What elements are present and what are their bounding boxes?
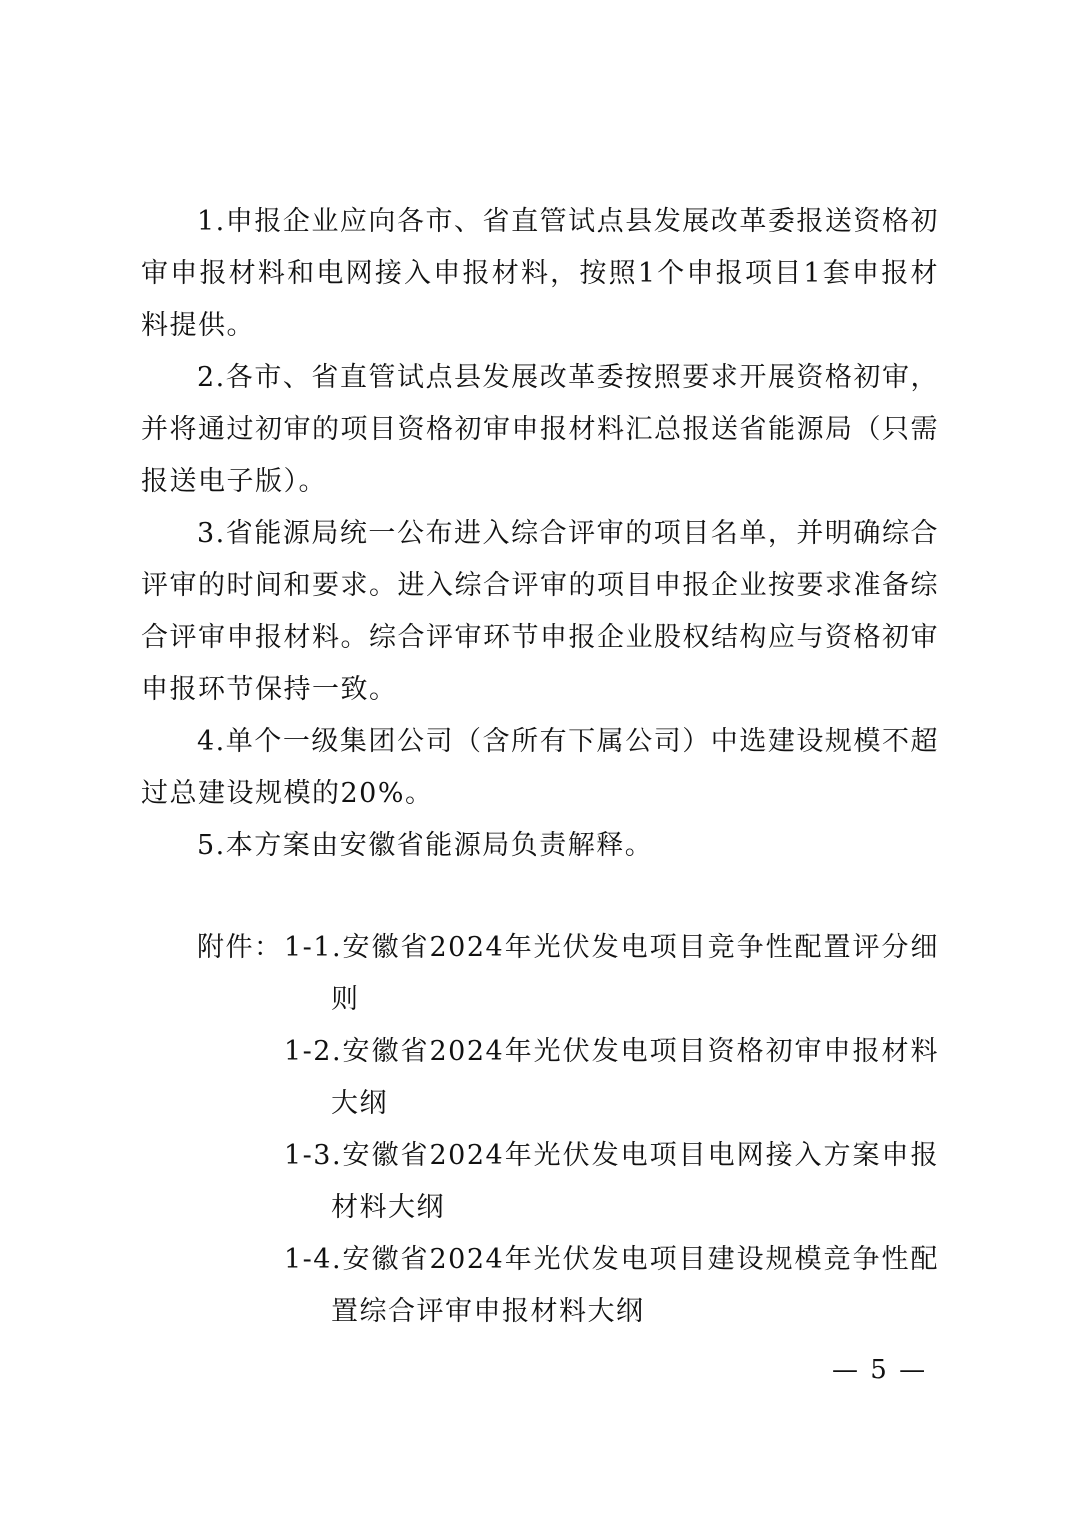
attachment-item-2: 1-2.安徽省2024年光伏发电项目资格初审申报材料大纲 xyxy=(284,1036,939,1119)
document-body xyxy=(141,196,939,1338)
paragraph-4: 4.单个一级集团公司（含所有下属公司）中选建设规模不超过总建设规模的20%。 xyxy=(141,726,939,809)
attachment-row-2 xyxy=(141,1026,939,1130)
attachment-row-3 xyxy=(141,1130,939,1234)
attachment-item-4: 1-4.安徽省2024年光伏发电项目建设规模竞争性配置综合评审申报材料大纲 xyxy=(284,1244,939,1327)
attachment-item-3: 1-3.安徽省2024年光伏发电项目电网接入方案申报材料大纲 xyxy=(284,1140,939,1223)
attachments-label: 附件： xyxy=(197,932,283,963)
paragraph-2: 2.各市、省直管试点县发展改革委按照要求开展资格初审，并将通过初审的项目资格初审申报材料汇总报送省能源局（只需报送电子版）。 xyxy=(141,362,939,497)
page-number: — 5 — xyxy=(832,1355,928,1385)
attachment-item-1: 1-1.安徽省2024年光伏发电项目竞争性配置评分细则 xyxy=(284,932,939,1015)
attachment-row-1 xyxy=(141,922,939,1026)
paragraph-1: 1.申报企业应向各市、省直管试点县发展改革委报送资格初审申报材料和电网接入申报材料，按照1个申报项目1套申报材料提供。 xyxy=(141,206,939,341)
paragraph-5: 5.本方案由安徽省能源局负责解释。 xyxy=(197,830,654,861)
attachments-list xyxy=(141,922,939,1338)
attachment-row-4 xyxy=(141,1234,939,1338)
paragraph-3: 3.省能源局统一公布进入综合评审的项目名单，并明确综合评审的时间和要求。进入综合评审的项目申报企业按要求准备综合评审申报材料。综合评审环节申报企业股权结构应与资格初审申报环节保持一致。 xyxy=(141,518,939,705)
